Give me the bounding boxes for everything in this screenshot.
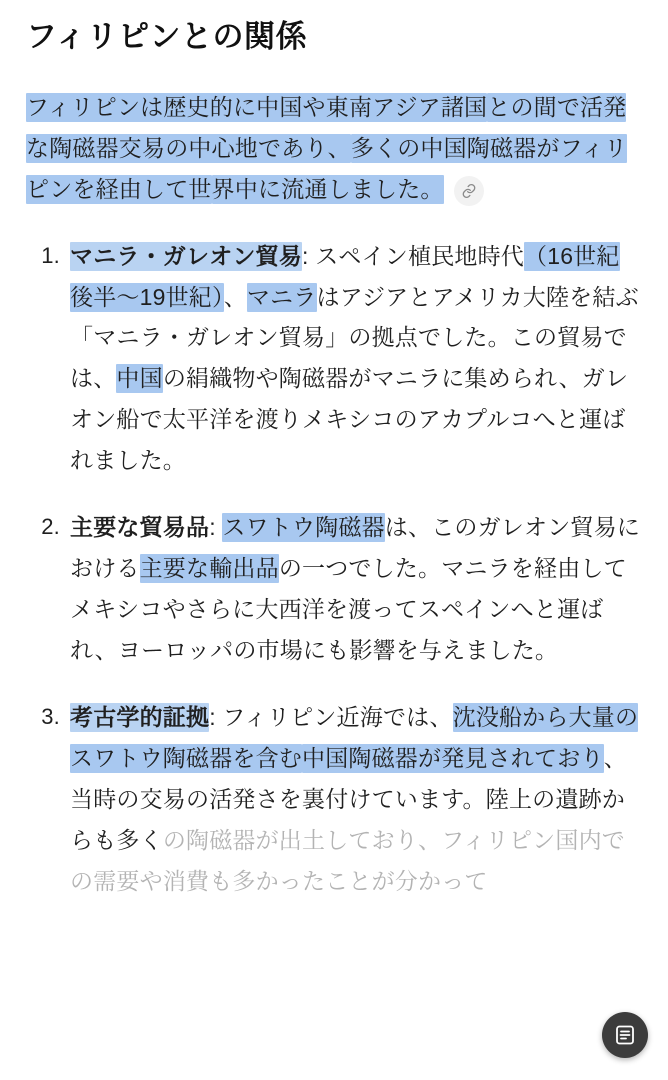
list-item-text: フィリピン近海では、 [222,703,453,730]
list-item-term: マニラ・ガレオン貿易 [70,242,302,269]
lead-segment-4: 界中に流通しました。 [211,175,444,202]
list-item-highlight: 中国 [116,365,163,392]
list-item-separator: : [209,514,223,541]
list-item-text: 、当時の交易の活発さを裏付けています。陸上の遺跡からも多く [70,744,627,853]
page-title: フィリピンとの関係 [26,19,308,54]
lead-segment-3: 多くの中国陶磁器がフィリピンを経由して世 [26,134,628,202]
list-item [26,507,642,671]
list-item-text: 、 [223,283,247,310]
list-item-number: 2. [41,514,60,540]
scan-document-icon [613,1023,637,1047]
list-item-text: の一つでした。マニラを経由してメキシコやさらに大西洋を渡ってスペインへと運ばれ、ヨーロッパの市場にも影響を与えました。 [70,555,627,663]
list-item-text: スペイン植民地時代 [315,242,524,269]
list-item-highlight: マニラ [246,283,317,310]
lead-paragraph [26,87,642,210]
lead-segment-1: フィリピンは歴史的に中国や東南アジア諸国 [26,93,488,120]
numbered-list [26,236,642,902]
list-item-highlight: スワトウ陶磁器 [222,514,385,541]
list-item-text: は、このガレオン貿易における [70,514,640,582]
list-item-number: 1. [41,242,60,268]
list-item-highlight: （16世紀後半〜19世紀） [70,242,620,310]
list-item-text-faded: の陶磁器が出土しており、フィリピン国内 [162,826,602,853]
list-item-term: 考古学的証拠 [70,703,210,730]
list-item [26,697,642,902]
list-item-text-faded: での需要や消費も多かったことが分かって [70,826,625,894]
list-item-separator: : [209,703,223,730]
bottom-fade-overlay [0,1016,668,1080]
lead-segment-2: との間で活発な陶磁器交易の中心地であり、 [26,93,627,161]
list-item-highlight: 中国陶磁器が発見されており [302,744,604,771]
list-item [26,236,642,482]
list-item-text: はアジアとアメリカ大陸を結ぶ「マニラ・ガレオン貿易」の拠点でした。この貿易では、 [70,283,639,392]
list-item-text: の絹織物や陶磁器がマニラに集められ、ガレオン船で太平洋を渡りメキシコのアカプルコへと運ばれました。 [70,365,629,474]
scan-document-button[interactable] [602,1012,648,1058]
list-item-term: 主要な貿易品 [70,514,210,541]
list-item-highlight: 沈没船から大量のスワトウ陶磁器を含む [70,703,639,771]
list-item-separator: : [302,242,316,269]
list-item-number: 3. [41,703,60,729]
link-icon[interactable] [454,176,484,206]
list-item-highlight: 主要な輸出品 [139,555,279,582]
